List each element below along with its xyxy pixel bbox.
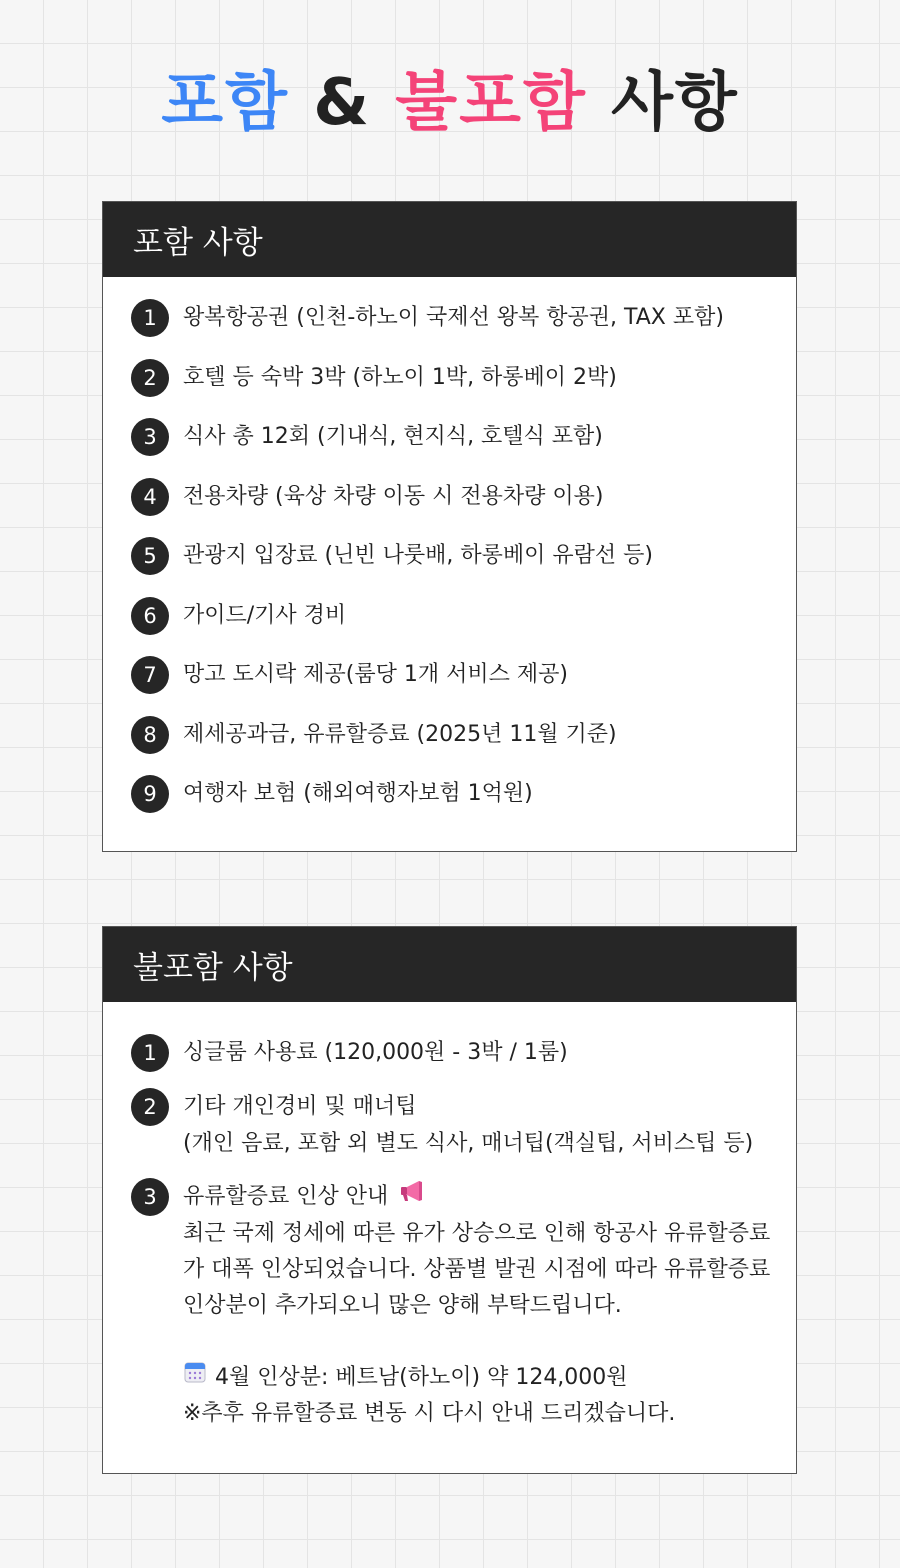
list-item xyxy=(131,597,796,657)
item-number-badge: 4 xyxy=(131,478,169,516)
list-item xyxy=(131,1088,796,1162)
list-item xyxy=(131,418,796,478)
item-number-badge: 2 xyxy=(131,359,169,397)
list-item xyxy=(131,359,796,419)
item-heading xyxy=(183,1178,770,1216)
notice-line: 가 대폭 인상되었습니다. 상품별 발권 시점에 따라 유류할증료 xyxy=(183,1257,771,1282)
calendar-icon xyxy=(183,1360,207,1396)
item-text: 싱글룸 사용료 (120,000원 - 3박 / 1룸) xyxy=(183,1040,568,1065)
list-item xyxy=(131,716,796,776)
title-included: 포함 xyxy=(161,66,289,140)
page-title xyxy=(0,62,900,145)
item-number-badge: 5 xyxy=(131,537,169,575)
item-text: 망고 도시락 제공(룸당 1개 서비스 제공) xyxy=(183,662,568,687)
notice-note xyxy=(183,1360,770,1396)
item-number-badge: 2 xyxy=(131,1088,169,1126)
title-excluded: 불포함 xyxy=(395,66,587,140)
list-item xyxy=(131,299,796,359)
item-text: 호텔 등 숙박 3박 (하노이 1박, 하롱베이 2박) xyxy=(183,364,617,390)
item-number-badge: 9 xyxy=(131,775,169,813)
notice-line: 인상분이 추가되오니 많은 양해 부탁드립니다. xyxy=(183,1293,622,1318)
item-text: 여행자 보험 (해외여행자보험 1억원) xyxy=(183,781,533,806)
excluded-panel xyxy=(102,926,797,1474)
notice-note2: ※추후 유류할증료 변동 시 다시 안내 드리겠습니다. xyxy=(183,1401,676,1426)
item-text: 왕복항공권 (인천-하노이 국제선 왕복 항공권, TAX 포함) xyxy=(183,305,724,330)
list-item xyxy=(131,656,796,716)
included-panel xyxy=(102,201,797,852)
item-number-badge: 8 xyxy=(131,716,169,754)
item-text: 기타 개인경비 및 매너팁 xyxy=(183,1094,417,1119)
excluded-header: 불포함 사항 xyxy=(103,927,796,1002)
title-ampersand: & xyxy=(313,66,372,140)
included-header: 포함 사항 xyxy=(103,202,796,277)
item-number-badge: 1 xyxy=(131,1034,169,1072)
item-text: 제세공과금, 유류할증료 (2025년 11월 기준) xyxy=(183,721,617,747)
item-text: 유류할증료 인상 안내 xyxy=(183,1184,389,1209)
item-number-badge: 6 xyxy=(131,597,169,635)
item-text: 관광지 입장료 (닌빈 나룻배, 하롱베이 유람선 등) xyxy=(183,543,653,568)
item-text: 식사 총 12회 (기내식, 현지식, 호텔식 포함) xyxy=(183,424,603,449)
item-number-badge: 3 xyxy=(131,418,169,456)
list-item xyxy=(131,1178,796,1432)
item-number-badge: 7 xyxy=(131,656,169,694)
notice-line: 최근 국제 정세에 따른 유가 상승으로 인해 항공사 유류할증료 xyxy=(183,1221,771,1246)
notice-note-text: 4월 인상분: 베트남(하노이) 약 124,000원 xyxy=(215,1365,628,1390)
item-content xyxy=(183,1088,753,1162)
list-item xyxy=(131,1034,796,1072)
list-item xyxy=(131,478,796,538)
included-list xyxy=(103,277,796,835)
megaphone-icon xyxy=(399,1178,425,1216)
item-subtext: (개인 음료, 포함 외 별도 식사, 매너팁(객실팁, 서비스팁 등) xyxy=(183,1131,754,1156)
list-item xyxy=(131,775,796,835)
item-number-badge: 3 xyxy=(131,1178,169,1216)
title-items: 사항 xyxy=(611,66,739,140)
item-number-badge: 1 xyxy=(131,299,169,337)
excluded-list xyxy=(103,1002,796,1432)
item-text: 전용차량 (육상 차량 이동 시 전용차량 이용) xyxy=(183,483,604,509)
item-content xyxy=(183,1178,770,1432)
list-item xyxy=(131,537,796,597)
item-text: 가이드/기사 경비 xyxy=(183,602,347,628)
